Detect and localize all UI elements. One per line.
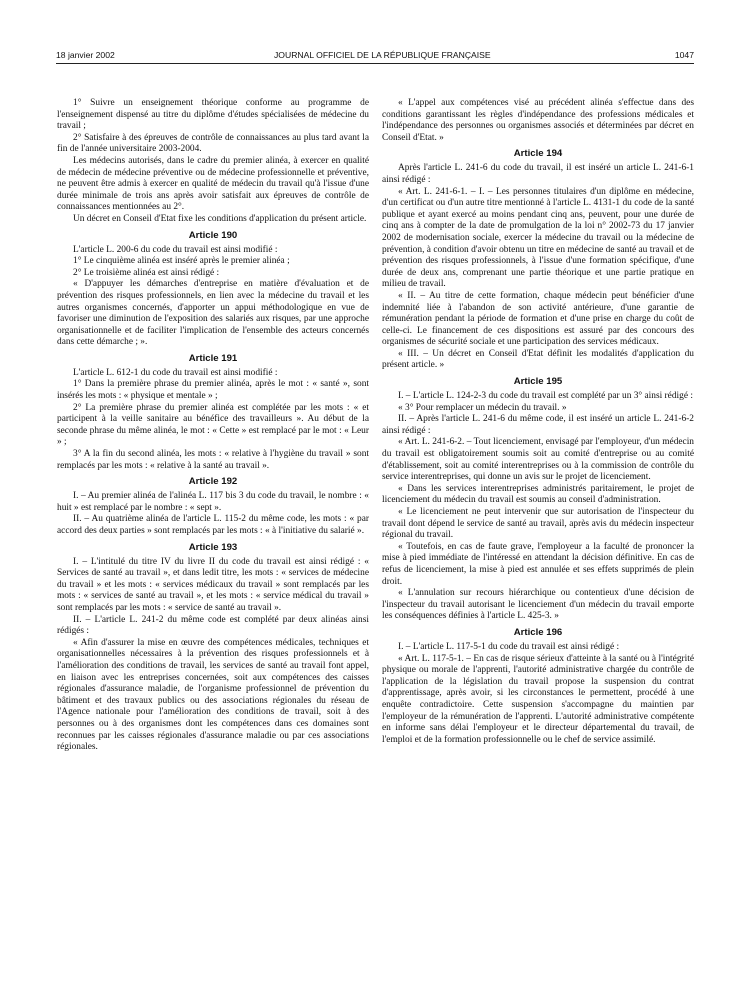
- paragraph: Après l'article L. 241-6 du code du travail, il est inséré un article L. 241-6-1 ainsi rédigé :: [382, 163, 694, 185]
- paragraph: « Toutefois, en cas de faute grave, l'employeur a la faculté de prononcer la mise à pied immédiate de l'intéressé en attendant la décision définitive. En cas de refus de licenciement, la mise à pied est annulée et ses effets supprimés de plein droit.: [382, 541, 694, 587]
- header-date: 18 janvier 2002: [56, 50, 115, 60]
- header-journal-title: JOURNAL OFFICIEL DE LA RÉPUBLIQUE FRANÇAISE: [274, 50, 491, 60]
- paragraph: Un décret en Conseil d'Etat fixe les conditions d'application du présent article.: [73, 213, 367, 224]
- paragraph: II. – L'article L. 241-2 du même code est complété par deux alinéas ainsi rédigés :: [57, 614, 369, 637]
- paragraph: « Art. L. 241-6-1. – I. – Les personnes titulaires d'un diplôme en médecine, d'un certificat ou d'un autre titre mentionné à l'article L. 4131-1 du code de la santé publique et ayant exercé au moins pendant cinq ans, peuvent, pour une durée de cinq ans à compter de la date de promulgation de la loi n° 2002-73 du 17 janvier 2002 de modernisation sociale, exercer la médecine du travail ou la médecine de prévention, à condition d'avoir obtenu un titre en médecine de santé au travail et de prévention des risques professionnels, à l'issue d'une formation spécifique, d'une durée de deux ans, comprenant une partie théorique et une partie pratique en milieu de travail.: [382, 186, 694, 290]
- page-header: [56, 50, 694, 64]
- article-heading: Article 190: [188, 229, 238, 241]
- paragraph: 3° A la fin du second alinéa, les mots : « relative à l'hygiène du travail » sont remplacés par les mots : « relative à la santé au travail ».: [57, 449, 369, 471]
- paragraph: 1° Dans la première phrase du premier alinéa, après le mot : « santé », sont insérés les mots : « physique et mentale » ;: [57, 379, 369, 402]
- paragraph: « II. – Au titre de cette formation, chaque médecin peut bénéficier d'une indemnité liée à l'abandon de son activité antérieure, d'une garantie de rémunération pendant la période de formation et d'une prise en charge du coût de celle-ci. Le financement de ces dispositions est assuré par des concours des organismes de sécurité sociale et une participation des services médicaux.: [382, 290, 694, 348]
- paragraph: « 3° Pour remplacer un médecin du travail. »: [398, 402, 567, 413]
- article-heading: Article 191: [188, 352, 238, 364]
- left-column: [57, 98, 369, 754]
- article-heading: Article 193: [188, 541, 238, 553]
- right-column: [382, 98, 694, 746]
- paragraph: 2° Satisfaire à des épreuves de contrôle de connaissances au plus tard avant la fin de l'année universitaire 2003-2004.: [57, 132, 369, 155]
- paragraph: « Art. L. 241-6-2. – Tout licenciement, envisagé par l'employeur, d'un médecin du travail est obligatoirement soumis soit au comité d'entreprise ou au comité d'établissement, soit au comité interentreprises ou à la commission de contrôle du service interentreprises, qui donne un avis sur le projet de licenciement.: [382, 437, 694, 483]
- paragraph: 2° Le troisième alinéa est ainsi rédigé :: [73, 267, 220, 278]
- paragraph: II. – Au quatrième alinéa de l'article L. 115-2 du même code, les mots : « par accord des deux parties » sont remplacés par les mots : « à l'initiative du salarié ».: [57, 514, 369, 536]
- paragraph: « L'appel aux compétences visé au précédent alinéa s'effectue dans des conditions garantissant les règles d'indépendance des professions médicales et l'indépendance des personnes ou organismes associés et déterminées par décret en Conseil d'Etat. »: [382, 98, 694, 143]
- paragraph: 1° Le cinquième alinéa est inséré après le premier alinéa ;: [73, 256, 290, 267]
- paragraph: 2° La première phrase du premier alinéa est complétée par les mots : « et participent à la veille sanitaire au bénéfice des travailleurs ». Au début de la seconde phrase du même alinéa, le mot : « Cette » est remplacé par le mot : « Leur » ;: [57, 402, 369, 448]
- paragraph: « Afin d'assurer la mise en œuvre des compétences médicales, techniques et organisationnelles nécessaires à la prévention des risques professionnels et à l'amélioration des conditions de travail, les services de santé au travail font appel, en liaison avec les entreprises concernées, soit aux compétences des caisses régionales d'assurance maladie, de l'organisme professionnel de prévention du bâtiment et des travaux publics ou des associations régionales du réseau de l'Agence nationale pour l'amélioration des conditions de travail, soit à des personnes ou à des organismes dont les compétences dans ces domaines sont reconnues par les caisses régionales d'assurance maladie ou par ces associations régionales.: [57, 637, 369, 753]
- paragraph: L'article L. 200-6 du code du travail est ainsi modifié :: [73, 244, 278, 255]
- article-heading: Article 195: [513, 376, 563, 388]
- paragraph: I. – L'intitulé du titre IV du livre II du code du travail est ainsi rédigé : « Services de santé au travail », et dans ledit titre, les mots : « services de médecine du travail » et les mots : « services médicaux du travail » sont remplacés par les mots : « services de santé au travail », et les mots : « service médical du travail » sont remplacés par les mots : « service de santé au travail ».: [57, 556, 369, 613]
- paragraph: « L'annulation sur recours hiérarchique ou contentieux d'une décision de l'inspecteur du travail autorisant le licenciement d'un médecin du travail emporte les conséquences définies à l'article L. 425-3. »: [382, 588, 694, 622]
- paragraph: « Art. L. 117-5-1. – En cas de risque sérieux d'atteinte à la santé ou à l'intégrité physique ou morale de l'apprenti, l'autorité administrative chargée du contrôle de l'application de la législation du travail propose la suspension du contrat d'apprentissage, après avoir, si les circonstances le permettent, procédé à une enquête contradictoire. Cette suspension s'accompagne du maintien par l'employeur de la rémunération de l'apprenti. L'autorité administrative compétente en informe sans délai l'employeur et le directeur départemental du travail, de l'emploi et de la formation professionnelle ou le chef de service assimilé.: [382, 653, 694, 745]
- paragraph: I. – Au premier alinéa de l'alinéa L. 117 bis 3 du code du travail, le nombre : « huit » est remplacé par le nombre : « sept ».: [57, 491, 369, 513]
- paragraph: « D'appuyer les démarches d'entreprise en matière d'évaluation et de prévention des risques professionnels, en lien avec la médecine du travail et les autres organismes concernés, d'apporter un appui méthodologique en vue de favoriser une diminution de l'exposition des salariés aux risques, par une approche organisationnelle et de faciliter l'implication de l'ensemble des acteurs concernés dans cette démarche ; ».: [57, 279, 369, 348]
- header-rule: [56, 63, 694, 64]
- paragraph: « III. – Un décret en Conseil d'Etat définit les modalités d'application du présent article. »: [382, 348, 694, 371]
- header-page-number: 1047: [674, 50, 694, 60]
- paragraph: 1° Suivre un enseignement théorique conforme au programme de l'enseignement dispensé au titre du diplôme d'études spécialisées de médecine du travail ;: [57, 98, 369, 132]
- article-heading: Article 196: [513, 626, 563, 638]
- paragraph: I. – L'article L. 117-5-1 du code du travail est ainsi rédigé :: [398, 641, 620, 652]
- article-heading: Article 192: [188, 476, 238, 488]
- paragraph: L'article L. 612-1 du code du travail est ainsi modifié :: [73, 367, 278, 378]
- article-heading: Article 194: [513, 148, 563, 160]
- paragraph: Les médecins autorisés, dans le cadre du premier alinéa, à exercer en qualité de médecin de médecine préventive ou de médecine professionnelle et préventive, ne peuvent être admis à exercer en qualité de médecin du travail qu'à l'issue d'une durée minimale de trois ans après avoir satisfait aux épreuves de contrôle de connaissances mentionnées au 2°.: [57, 155, 369, 213]
- paragraph: I. – L'article L. 124-2-3 du code du travail est complété par un 3° ainsi rédigé :: [398, 391, 693, 402]
- paragraph: « Dans les services interentreprises administrés paritairement, le projet de licenciement du médecin du travail est soumis au conseil d'administration.: [382, 483, 694, 506]
- paragraph: « Le licenciement ne peut intervenir que sur autorisation de l'inspecteur du travail dont dépend le service de santé au travail, après avis du médecin inspecteur régional du travail.: [382, 507, 694, 541]
- paragraph: II. – Après l'article L. 241-6 du même code, il est inséré un article L. 241-6-2 ainsi rédigé :: [382, 414, 694, 436]
